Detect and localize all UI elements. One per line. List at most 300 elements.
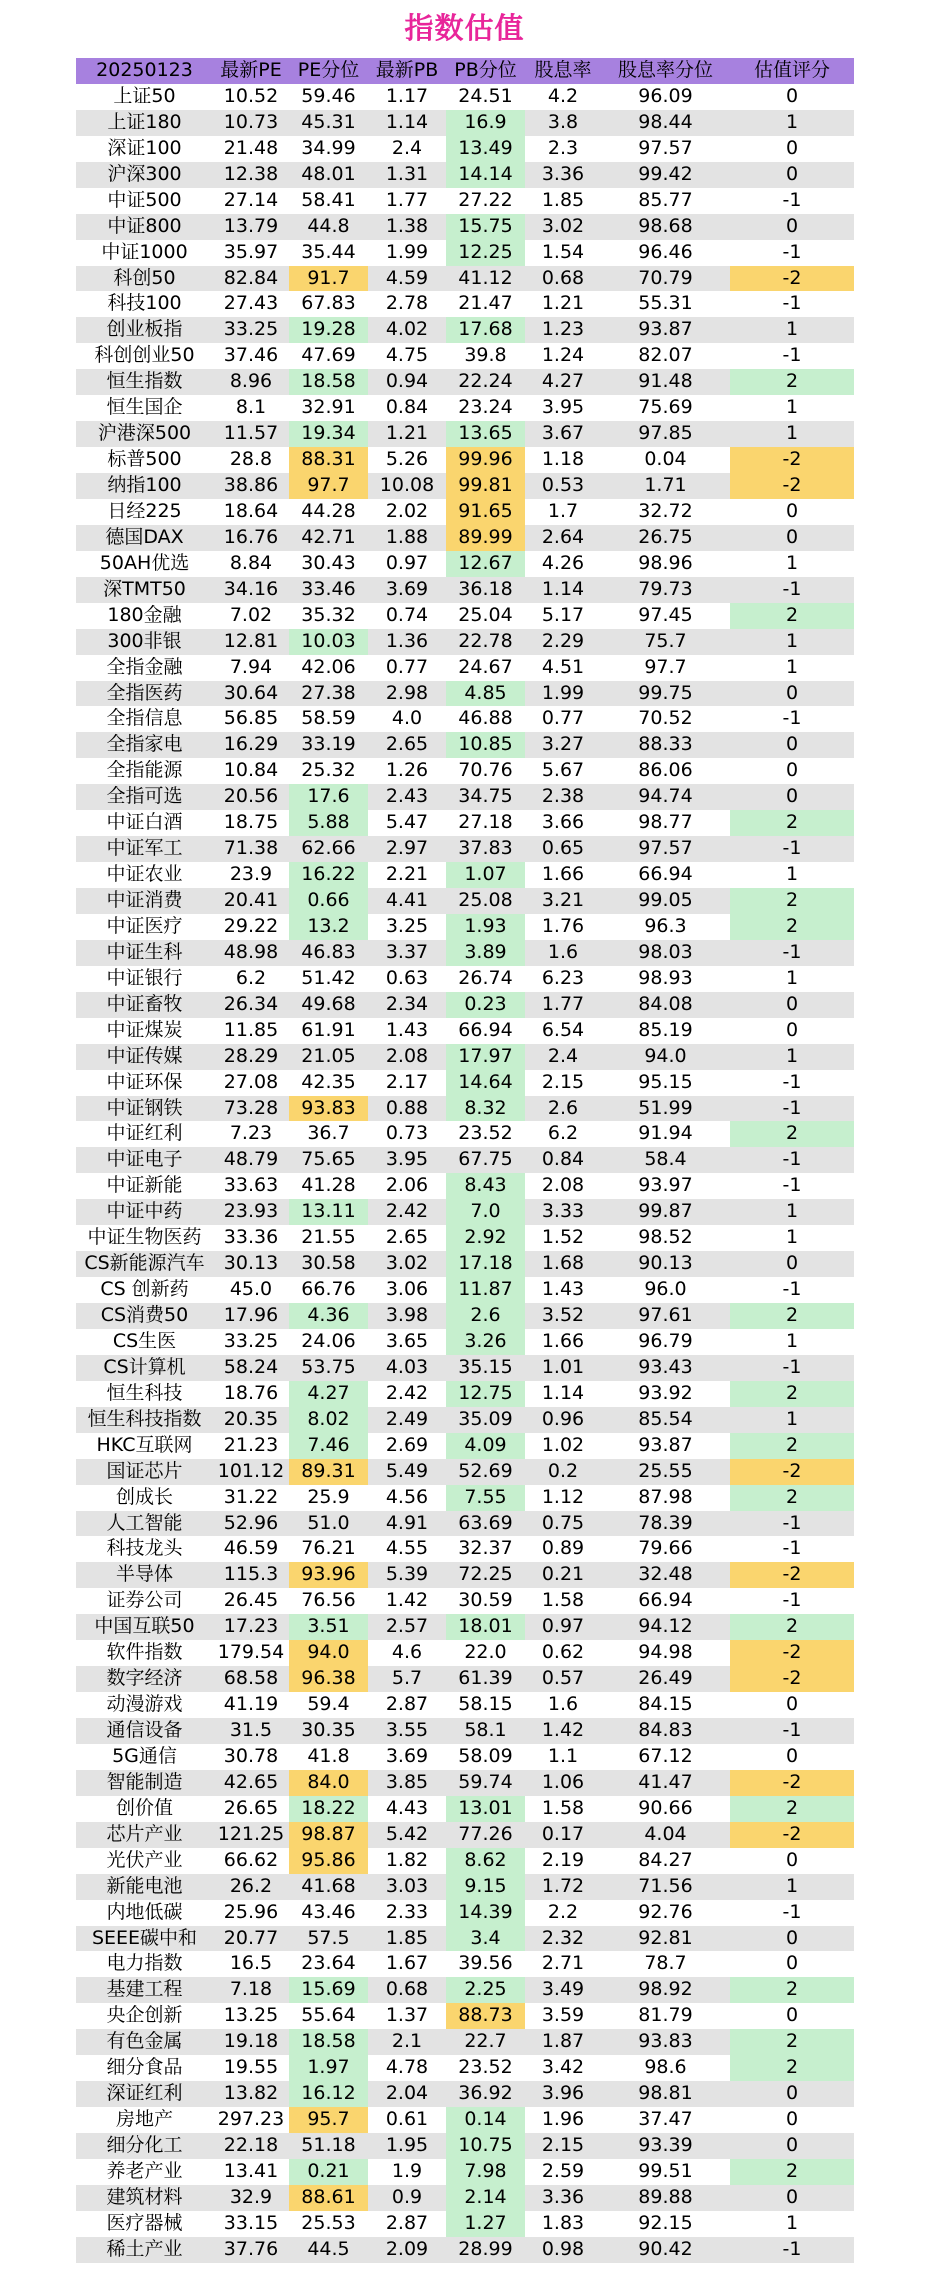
dividend-percentile: 92.81 [601,1926,730,1952]
valuation-score: -1 [730,577,854,603]
index-name: 180金融 [107,603,182,626]
index-name: 动漫游戏 [106,1693,183,1716]
pe-percentile: 61.91 [301,1018,356,1041]
latest-pe: 33.15 [223,2211,279,2234]
valuation-score: 2 [730,810,854,836]
valuation-score: -1 [730,1718,854,1744]
table-row [76,1848,854,1874]
index-name: 芯片产业 [76,1822,213,1848]
latest-pb: 4.91 [368,1511,446,1537]
latest-pe: 58.24 [213,1355,289,1381]
table-row [76,110,854,136]
dividend-yield: 2.38 [525,784,601,810]
latest-pb: 3.25 [385,914,429,937]
table-row [76,1485,854,1511]
valuation-score: -2 [730,1459,854,1485]
latest-pe: 8.1 [235,396,267,419]
latest-pe: 28.29 [213,1044,289,1070]
dividend-yield: 3.02 [525,214,601,240]
pe-percentile: 94.0 [289,1640,368,1666]
dividend-yield: 3.33 [525,1199,601,1225]
latest-pe: 13.82 [213,2081,289,2107]
dividend-yield: 6.23 [541,966,585,989]
latest-pb: 0.73 [385,1122,429,1145]
table-row [76,473,854,499]
table-row [76,1900,854,1926]
latest-pb: 4.75 [385,344,429,367]
valuation-score: -1 [782,1174,802,1197]
index-name: 中证生物医药 [87,1226,202,1249]
dividend-percentile: 93.43 [601,1355,730,1381]
pe-percentile: 76.56 [301,1589,356,1612]
pb-percentile: 88.73 [446,2003,525,2029]
pb-percentile: 99.81 [446,473,525,499]
latest-pb: 2.78 [385,292,429,315]
valuation-score: 1 [730,1874,854,1900]
valuation-score: 2 [730,888,854,914]
index-name: 50AH优选 [99,551,190,574]
table-row [76,681,854,707]
index-name: 中证中药 [76,1199,213,1225]
table-row [76,188,854,214]
pe-percentile: 13.2 [289,914,368,940]
table-row [76,1796,854,1822]
dividend-yield: 3.27 [525,732,601,758]
pb-percentile: 36.18 [446,577,525,603]
valuation-score: 0 [730,525,854,551]
index-name: 电力指数 [106,1952,183,1975]
table-row [76,1355,854,1381]
latest-pb: 3.03 [368,1874,446,1900]
dividend-percentile: 98.96 [638,551,693,574]
dividend-percentile: 1.71 [601,473,730,499]
dividend-yield: 2.64 [525,525,601,551]
dividend-yield: 0.57 [525,1666,601,1692]
dividend-percentile: 98.81 [601,2081,730,2107]
dividend-yield: 3.95 [541,396,585,419]
index-name: 证券公司 [106,1589,183,1612]
table-row [76,1822,854,1848]
valuation-score: -1 [730,940,854,966]
table-row [76,343,854,369]
dividend-percentile: 98.6 [644,2056,687,2079]
valuation-score: 0 [730,1926,854,1952]
latest-pe: 27.43 [223,292,279,315]
latest-pe: 17.96 [213,1303,289,1329]
pe-percentile: 46.83 [289,940,368,966]
table-body [76,84,854,2263]
pe-percentile: 41.28 [301,1174,356,1197]
latest-pe: 45.0 [229,1278,273,1301]
table-row [76,2055,854,2081]
dividend-percentile: 75.7 [601,629,730,655]
dividend-yield: 0.62 [541,1641,585,1664]
index-name: 中证钢铁 [76,1096,213,1122]
latest-pb: 1.42 [385,1589,429,1612]
dividend-percentile: 82.07 [638,344,693,367]
header-dividend-percentile: 股息率分位 [601,58,730,84]
index-name: 创价值 [115,1796,173,1819]
index-name: 纳指100 [76,473,213,499]
pe-percentile: 30.58 [289,1251,368,1277]
dividend-yield: 1.52 [541,1226,585,1249]
pb-percentile: 12.75 [446,1381,525,1407]
dividend-yield: 1.14 [541,1381,585,1404]
dividend-percentile: 99.75 [601,681,730,707]
pb-percentile: 32.37 [458,1537,513,1560]
pe-percentile: 16.22 [289,862,368,888]
valuation-score: 2 [730,1796,854,1822]
latest-pb: 2.1 [368,2029,446,2055]
pe-percentile: 8.02 [289,1407,368,1433]
valuation-score: 0 [730,1251,854,1277]
pe-percentile: 95.7 [289,2107,368,2133]
table-row [76,1640,854,1666]
pb-percentile: 0.23 [446,992,525,1018]
valuation-score: 0 [785,84,799,107]
index-name: 科创50 [76,266,213,292]
index-name: 上证50 [113,84,176,107]
dividend-yield: 1.7 [547,499,579,522]
latest-pb: 4.0 [391,707,423,730]
pb-percentile: 1.27 [446,2211,525,2237]
pe-percentile: 98.87 [289,1822,368,1848]
pb-percentile: 67.75 [446,1147,525,1173]
index-name: 中证800 [76,214,213,240]
latest-pb: 3.69 [368,577,446,603]
table-row [76,940,854,966]
latest-pb: 5.7 [368,1666,446,1692]
table-row [76,836,854,862]
dividend-percentile: 85.54 [601,1407,730,1433]
valuation-score: 0 [730,2081,854,2107]
dividend-yield: 3.49 [525,1977,601,2003]
index-name: 中证环保 [106,1070,183,1093]
header-pb-percentile: PB分位 [446,58,525,84]
pb-percentile: 16.9 [446,110,525,136]
dividend-yield: 2.6 [525,1096,601,1122]
pb-percentile: 52.69 [446,1459,525,1485]
pb-percentile: 14.14 [446,162,525,188]
dividend-percentile: 96.46 [638,240,693,263]
dividend-percentile: 37.47 [638,2108,693,2131]
dividend-yield: 0.65 [525,836,601,862]
pe-percentile: 44.28 [301,499,356,522]
dividend-yield: 4.26 [541,551,585,574]
header-pb: 最新PB [368,58,446,84]
index-name: 恒生国企 [106,396,183,419]
valuation-score: -1 [782,292,802,315]
dividend-percentile: 96.0 [644,1278,687,1301]
pb-percentile: 12.67 [446,551,525,577]
index-name: 国证芯片 [76,1459,213,1485]
table-row [76,291,854,317]
dividend-percentile: 97.61 [601,1303,730,1329]
latest-pe: 12.38 [213,162,289,188]
valuation-score: 1 [730,1199,854,1225]
table-row [76,1536,854,1562]
table-row [76,1770,854,1796]
index-name: 上证180 [76,110,213,136]
table-row [76,2185,854,2211]
valuation-score: 1 [785,1329,799,1352]
index-name: 深TMT50 [76,577,213,603]
latest-pb: 0.77 [385,655,429,678]
valuation-score: 1 [730,629,854,655]
pb-percentile: 13.49 [446,136,525,162]
pe-percentile: 33.46 [289,577,368,603]
table-row [76,84,854,110]
dividend-yield: 0.84 [525,1147,601,1173]
table-row [76,1251,854,1277]
index-name: 数字经济 [76,1666,213,1692]
dividend-yield: 1.21 [541,292,585,315]
dividend-yield: 0.98 [525,2237,601,2263]
pb-percentile: 0.14 [446,2107,525,2133]
index-name: 全指金融 [106,655,183,678]
latest-pe: 6.2 [235,966,267,989]
valuation-score: 0 [785,1952,799,1975]
pe-percentile: 24.06 [301,1329,356,1352]
index-name: 中证500 [107,188,182,211]
pb-percentile: 17.18 [446,1251,525,1277]
pe-percentile: 19.28 [289,317,368,343]
pb-percentile: 22.78 [446,629,525,655]
pe-percentile: 30.35 [289,1718,368,1744]
valuation-score: 2 [730,603,854,629]
pe-percentile: 45.31 [289,110,368,136]
dividend-percentile: 78.7 [644,1952,687,1975]
dividend-yield: 3.96 [525,2081,601,2107]
valuation-score: -1 [730,1355,854,1381]
index-name: CS新能源汽车 [76,1251,213,1277]
table-row [76,1018,854,1044]
dividend-percentile: 93.87 [601,317,730,343]
index-name: 中证新能 [106,1174,183,1197]
table-row [76,914,854,940]
index-name: 稀土产业 [76,2237,213,2263]
pb-percentile: 8.43 [446,1173,525,1199]
dividend-yield: 1.24 [541,344,585,367]
latest-pe: 7.18 [213,1977,289,2003]
latest-pe: 13.79 [213,214,289,240]
pb-percentile: 22.24 [446,369,525,395]
valuation-score: 1 [785,396,799,419]
dividend-yield: 1.18 [541,448,585,471]
pe-percentile: 35.32 [301,603,356,626]
latest-pb: 2.33 [385,1900,429,1923]
pb-percentile: 3.4 [446,1926,525,1952]
pe-percentile: 4.36 [289,1303,368,1329]
pe-percentile: 93.96 [289,1562,368,1588]
latest-pe: 32.9 [213,2185,289,2211]
dividend-yield: 2.08 [541,1174,585,1197]
pe-percentile: 32.91 [301,396,356,419]
dividend-yield: 1.58 [541,1796,585,1819]
latest-pe: 26.65 [223,1796,279,1819]
dividend-percentile: 4.04 [601,1822,730,1848]
dividend-percentile: 87.98 [638,1485,693,1508]
valuation-score: 2 [730,914,854,940]
dividend-percentile: 98.52 [638,1226,693,1249]
dividend-percentile: 58.4 [601,1147,730,1173]
latest-pb: 2.87 [385,2211,429,2234]
pb-percentile: 66.94 [458,1018,513,1041]
header-date: 20250123 [76,58,213,84]
table-row [76,1121,854,1147]
valuation-score: 1 [785,1226,799,1249]
pe-percentile: 41.8 [307,1744,350,1767]
index-name: 日经225 [107,499,182,522]
table-row [76,1096,854,1122]
latest-pb: 0.88 [368,1096,446,1122]
pb-percentile: 59.74 [446,1770,525,1796]
pb-percentile: 89.99 [446,525,525,551]
pe-percentile: 36.7 [307,1122,350,1145]
latest-pb: 2.04 [368,2081,446,2107]
latest-pb: 1.21 [368,421,446,447]
dividend-yield: 1.01 [525,1355,601,1381]
latest-pe: 7.23 [229,1122,273,1145]
dividend-yield: 2.59 [541,2159,585,2182]
index-name: 央企创新 [106,2004,183,2027]
latest-pb: 2.34 [368,992,446,1018]
dividend-yield: 2.15 [525,2133,601,2159]
index-name: 中证电子 [76,1147,213,1173]
dividend-percentile: 84.08 [601,992,730,1018]
latest-pb: 10.08 [368,473,446,499]
latest-pe: 121.25 [213,1822,289,1848]
pb-percentile: 35.09 [446,1407,525,1433]
dividend-percentile: 90.66 [638,1796,693,1819]
pe-percentile: 43.46 [301,1900,356,1923]
dividend-yield: 0.75 [525,1511,601,1537]
valuation-score: 2 [730,2029,854,2055]
latest-pb: 4.43 [385,1796,429,1819]
table-row [76,784,854,810]
pe-percentile: 44.8 [289,214,368,240]
table-row [76,421,854,447]
dividend-percentile: 79.73 [601,577,730,603]
valuation-score: 0 [785,2004,799,2027]
latest-pb: 3.02 [368,1251,446,1277]
latest-pe: 20.77 [213,1926,289,1952]
valuation-table [76,58,854,2263]
latest-pb: 2.42 [385,1381,429,1404]
dividend-yield: 1.96 [541,2108,585,2131]
pe-percentile: 44.5 [289,2237,368,2263]
dividend-percentile: 97.7 [644,655,687,678]
dividend-percentile: 55.31 [638,292,693,315]
latest-pb: 4.78 [385,2056,429,2079]
table-row [76,1381,854,1407]
latest-pb: 1.14 [368,110,446,136]
dividend-yield: 3.8 [525,110,601,136]
dividend-yield: 2.19 [541,1848,585,1871]
index-name: 创业板指 [76,317,213,343]
valuation-score: 1 [785,2211,799,2234]
pe-percentile: 25.9 [307,1485,350,1508]
dividend-percentile: 41.47 [601,1770,730,1796]
dividend-yield: 4.27 [525,369,601,395]
dividend-yield: 1.02 [541,1433,585,1456]
pe-percentile: 0.21 [289,2159,368,2185]
pb-percentile: 70.76 [458,759,513,782]
dividend-percentile: 94.0 [601,1044,730,1070]
latest-pe: 41.19 [223,1693,279,1716]
dividend-yield: 0.17 [525,1822,601,1848]
dividend-percentile: 51.99 [601,1096,730,1122]
table-row [76,1588,854,1614]
table-row [76,1926,854,1952]
dividend-percentile: 32.72 [638,499,693,522]
latest-pb: 1.37 [385,2004,429,2027]
valuation-score: 0 [785,2108,799,2131]
header-row [76,58,854,84]
table-row [76,1303,854,1329]
pe-percentile: 27.38 [289,681,368,707]
dividend-percentile: 94.98 [638,1641,693,1664]
pb-percentile: 15.75 [446,214,525,240]
valuation-score: 0 [785,499,799,522]
dividend-percentile: 97.57 [638,136,693,159]
latest-pb: 4.55 [385,1537,429,1560]
latest-pe: 38.86 [213,473,289,499]
pb-percentile: 37.83 [446,836,525,862]
pe-percentile: 75.65 [289,1147,368,1173]
index-name: 沪港深500 [76,421,213,447]
latest-pe: 25.96 [223,1900,279,1923]
pe-percentile: 91.7 [289,266,368,292]
valuation-score: 0 [730,2185,854,2211]
index-name: 全指家电 [76,732,213,758]
dividend-yield: 2.29 [525,629,601,655]
latest-pb: 2.08 [368,1044,446,1070]
latest-pb: 1.99 [385,240,429,263]
dividend-percentile: 66.94 [638,863,693,886]
pb-percentile: 3.26 [446,1329,525,1355]
dividend-percentile: 91.94 [638,1122,693,1145]
pb-percentile: 4.85 [446,681,525,707]
latest-pb: 1.17 [385,84,429,107]
dividend-yield: 6.2 [547,1122,579,1145]
table-row [76,1199,854,1225]
dividend-percentile: 81.79 [638,2004,693,2027]
table-row [76,551,854,577]
dividend-yield: 1.77 [525,992,601,1018]
pe-percentile: 48.01 [289,162,368,188]
latest-pb: 0.63 [385,966,429,989]
latest-pe: 52.96 [213,1511,289,1537]
dividend-yield: 1.12 [541,1485,585,1508]
pe-percentile: 59.46 [301,84,356,107]
valuation-score: -2 [730,1640,854,1666]
dividend-yield: 0.96 [525,1407,601,1433]
latest-pb: 2.21 [385,863,429,886]
table-row [76,1718,854,1744]
dividend-yield: 1.68 [525,1251,601,1277]
latest-pe: 26.34 [213,992,289,1018]
dividend-percentile: 97.85 [601,421,730,447]
table-row [76,1407,854,1433]
latest-pe: 30.78 [223,1744,279,1767]
latest-pb: 2.4 [391,136,423,159]
valuation-score: 2 [730,1121,854,1147]
latest-pe: 19.18 [213,2029,289,2055]
pb-percentile: 7.55 [446,1485,525,1511]
pb-percentile: 25.08 [446,888,525,914]
pe-percentile: 42.35 [301,1070,356,1093]
